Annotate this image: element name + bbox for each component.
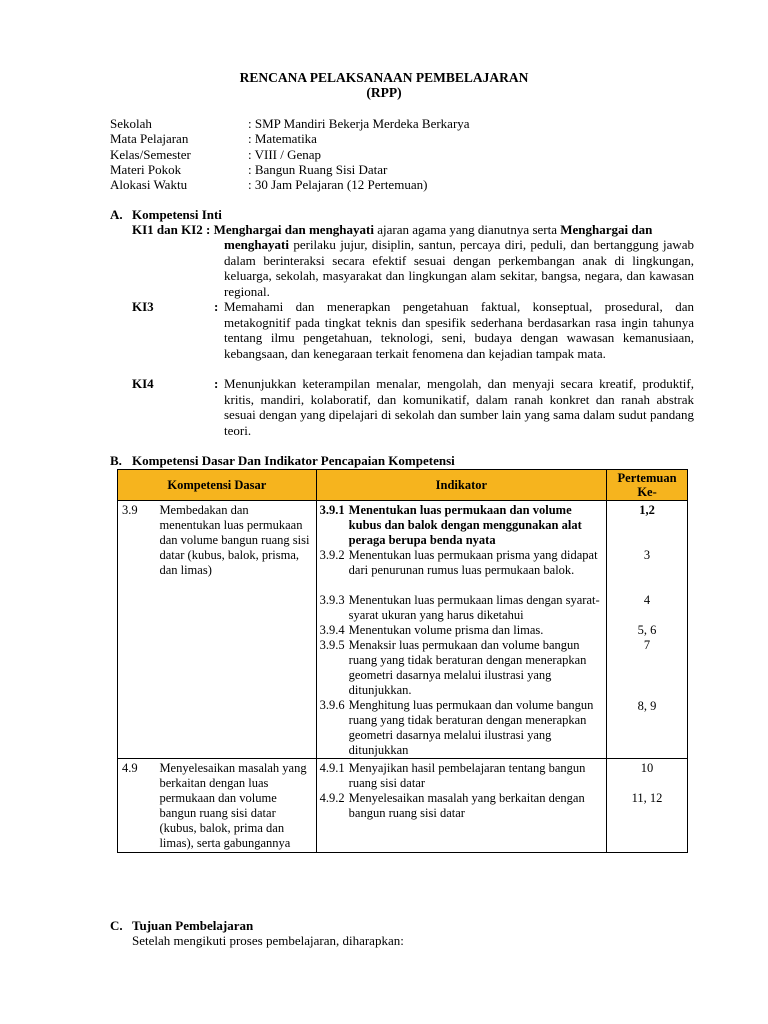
section-title: Kompetensi Dasar Dan Indikator Pencapaian Kompetensi — [132, 453, 455, 468]
indikator-cell — [316, 501, 606, 759]
identity-label: Mata Pelajaran — [110, 131, 189, 146]
identity-row-time — [110, 177, 670, 193]
indikator-number: 4.9.1 — [319, 761, 345, 775]
identity-label: Sekolah — [110, 116, 152, 131]
identity-row-school — [110, 116, 670, 132]
ki3-label: KI3 — [132, 299, 154, 314]
identity-label: Materi Pokok — [110, 162, 182, 177]
identity-row-subject — [110, 131, 670, 147]
identity-value: : SMP Mandiri Bekerja Merdeka Berkarya — [248, 116, 470, 131]
section-c-intro: Setelah mengikuti proses pembelajaran, diharapkan: — [132, 933, 404, 948]
pertemuan-value: 4 — [643, 593, 651, 607]
ki12-text-2: perilaku jujur, disiplin, santun, percaya diri, peduli, dan bertanggung jawab dalam berinteraksi secara efektif sesuai dengan perkembangan anak di lingkungan, keluarga, sekolah, masyarakat dan lingkungan alam sekitar, bangsa, negara, dan kawasan regional. — [224, 237, 694, 299]
competency-table — [117, 469, 688, 853]
indikator-text: Menentukan luas permukaan prisma yang didapat dari penurunan rumus luas permukaan balok. — [348, 548, 598, 577]
indikator-number: 4.9.2 — [319, 791, 345, 805]
section-title: Kompetensi Inti — [132, 207, 222, 222]
pertemuan-value: 1,2 — [639, 503, 655, 517]
indikator-item — [317, 623, 602, 638]
kd-text: Membedakan dan menentukan luas permukaan dan volume bangun ruang sisi datar (kubus, balok, prisma, dan limas) — [155, 501, 316, 759]
indikator-item — [317, 761, 602, 791]
kd-number: 3.9 — [118, 501, 156, 759]
kd-text: Menyelesaikan masalah yang berkaitan dengan luas permukaan dan volume bangun ruang sisi datar (kubus, balok, prima dan limas), serta gabungannya — [155, 759, 316, 853]
indikator-item — [317, 638, 602, 698]
indikator-text: Menyelesaikan masalah yang berkaitan dengan bangun ruang sisi datar — [348, 791, 585, 820]
section-b-heading — [110, 453, 455, 469]
section-a-heading — [110, 207, 222, 223]
identity-value: : VIII / Genap — [248, 147, 322, 162]
doc-title: RENCANA PELAKSANAAN PEMBELAJARAN — [239, 70, 529, 85]
pertemuan-cell — [607, 501, 688, 759]
ki12-first-line — [132, 222, 694, 238]
ki12-bold-3: menghayati — [224, 237, 289, 252]
pertemuan-cell — [607, 759, 688, 853]
header-kd: Kompetensi Dasar — [118, 470, 317, 501]
indikator-item — [317, 548, 602, 593]
indikator-item — [317, 593, 602, 623]
header-pertemuan: Pertemuan Ke- — [607, 470, 688, 501]
ki12-body — [224, 237, 694, 299]
indikator-number: 3.9.2 — [319, 548, 345, 562]
table-header-row — [118, 470, 688, 501]
indikator-text: Menyajikan hasil pembelajaran tentang bangun ruang sisi datar — [348, 761, 586, 790]
doc-subtitle: (RPP) — [366, 85, 402, 100]
indikator-text: Menaksir luas permukaan dan volume bangun ruang yang tidak beraturan dengan menerapkan geometri dasarnya melalui ilustrasi yang ditunjukkan. — [348, 638, 587, 697]
ki12-bold-2: Menghargai dan — [560, 222, 653, 237]
indikator-number: 3.9.6 — [319, 698, 345, 712]
ki12-text-1: ajaran agama yang dianutnya serta — [373, 222, 561, 237]
indikator-text: Menentukan luas permukaan limas dengan syarat-syarat ukuran yang harus diketahui — [348, 593, 600, 622]
ki12-bold-1: Menghargai dan menghayati — [213, 222, 374, 237]
pertemuan-value: 10 — [640, 761, 654, 775]
indikator-number: 3.9.4 — [319, 623, 345, 637]
indikator-item — [317, 791, 602, 821]
indikator-item — [317, 698, 602, 758]
pertemuan-value: 7 — [643, 638, 651, 652]
indikator-number: 3.9.1 — [319, 503, 345, 517]
identity-value: : Matematika — [248, 131, 317, 146]
identity-value: : 30 Jam Pelajaran (12 Pertemuan) — [248, 177, 428, 192]
pertemuan-value: 3 — [643, 548, 651, 562]
indikator-item — [317, 503, 602, 548]
indikator-number: 3.9.3 — [319, 593, 345, 607]
section-number: B. — [110, 453, 122, 468]
table-row — [118, 759, 688, 853]
indikator-text: Menghitung luas permukaan dan volume bangun ruang yang tidak beraturan dengan menerapkan geometri dasarnya melalui ilustrasi yang ditunjukkan — [348, 698, 594, 757]
indikator-cell — [316, 759, 606, 853]
indikator-text: Menentukan volume prisma dan limas. — [348, 623, 544, 637]
indikator-number: 3.9.5 — [319, 638, 345, 652]
identity-value: : Bangun Ruang Sisi Datar — [248, 162, 388, 177]
identity-row-class — [110, 147, 670, 163]
section-number: A. — [110, 207, 123, 222]
pertemuan-value: 8, 9 — [637, 699, 657, 713]
identity-row-topic — [110, 162, 670, 178]
pertemuan-value: 11, 12 — [631, 791, 663, 805]
section-title: Tujuan Pembelajaran — [132, 918, 254, 933]
ki3-text: Memahami dan menerapkan pengetahuan faktual, konseptual, prosedural, dan metakognitif pada tingkat teknis dan spesifik sederhana berdasarkan rasa ingin tahunya tentang ilmu pengetahuan, teknologi, seni, budaya dengan wawasan kemanusiaan, kebangsaan, dan kenegaraan terkait fenomena dan kejadian tampak mata. — [224, 299, 694, 361]
section-number: C. — [110, 918, 123, 933]
identity-label: Kelas/Semester — [110, 147, 191, 162]
pertemuan-value: 5, 6 — [637, 623, 657, 637]
table-row — [118, 501, 688, 759]
ki3-colon: : — [214, 299, 219, 314]
kd-number: 4.9 — [118, 759, 156, 853]
identity-label: Alokasi Waktu — [110, 177, 188, 192]
indikator-text: Menentukan luas permukaan dan volume kubus dan balok dengan menggunakan alat peraga berupa benda nyata — [348, 503, 582, 547]
section-c-heading — [110, 918, 253, 934]
ki12-label: KI1 dan KI2 : — [132, 222, 211, 237]
header-indikator: Indikator — [316, 470, 606, 501]
ki4-colon: : — [214, 376, 219, 391]
ki4-label: KI4 — [132, 376, 154, 391]
ki4-text: Menunjukkan keterampilan menalar, mengolah, dan menyaji secara kreatif, produktif, kritis, mandiri, kolaboratif, dan komunikatif, dalam ranah konkret dan ranah abstrak sesuai dengan yang dipelajari di sekolah dan sumber lain yang sama dalam sudut pandang teori. — [224, 376, 694, 438]
